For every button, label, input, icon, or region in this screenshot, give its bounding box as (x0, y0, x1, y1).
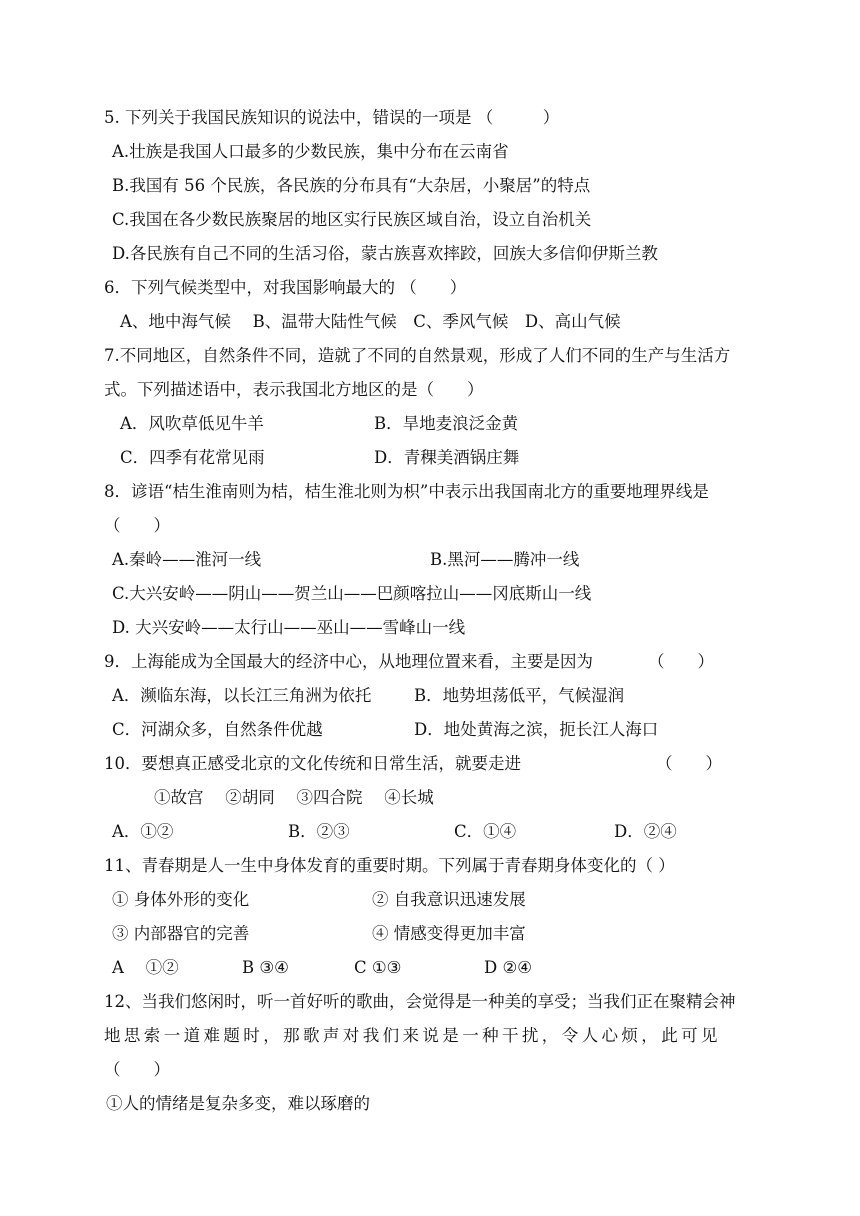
q10-stem: 10．要想真正感受北京的文化传统和日常生活，就要走进 (104, 754, 521, 773)
q9-bracket: （ ） (648, 652, 714, 671)
q7-option-d: D．青稞美酒锅庄舞 (374, 448, 520, 467)
q8-option-d: D. 大兴安岭——太行山——巫山——雪峰山一线 (112, 618, 466, 637)
q8-option-c: C.大兴安岭——阴山——贺兰山——巴颜喀拉山——冈底斯山一线 (112, 584, 592, 603)
q11-option-d: D ②④ (484, 958, 533, 977)
q7-option-b: B．旱地麦浪泛金黄 (374, 414, 519, 433)
q8-stem-line1: 8．谚语“桔生淮南则为桔，桔生淮北则为枳”中表示出我国南北方的重要地理界线是 (104, 482, 709, 501)
q5-stem: 5. 下列关于我国民族知识的说法中，错误的一项是 （ ） (104, 108, 560, 127)
q7-stem-line2: 式。下列描述语中，表示我国北方地区的是（ ） (104, 380, 484, 399)
q9-option-b: B．地势坦荡低平，气候湿润 (414, 686, 625, 705)
q5-option-d: D.各民族有自己不同的生活习俗，蒙古族喜欢摔跤，回族大多信仰伊斯兰教 (112, 244, 658, 263)
q7-option-c: C．四季有花常见雨 (120, 448, 265, 467)
q8-stem-line2: （ ） (104, 516, 170, 535)
q7-stem-line1: 7.不同地区，自然条件不同，造就了不同的自然景观，形成了人们不同的生产与生活方 (104, 346, 731, 365)
q10-option-b: B．②③ (288, 822, 350, 841)
q12-stem-line1: 12、当我们悠闲时，听一首好听的歌曲，会觉得是一种美的享受；当我们正在聚精会神 (104, 992, 736, 1011)
q11-item-1: ① 身体外形的变化 (112, 890, 250, 909)
q9-option-a: A．濒临东海，以长江三角洲为依托 (112, 686, 372, 705)
q8-option-b: B.黑河——腾冲一线 (430, 550, 580, 569)
q6-stem: 6．下列气候类型中，对我国影响最大的 （ ） (104, 278, 467, 297)
q11-item-3: ③ 内部器官的完善 (112, 924, 250, 943)
q9-stem: 9．上海能成为全国最大的经济中心，从地理位置来看，主要是因为 (104, 652, 593, 671)
q9-option-d: D．地处黄海之滨，扼长江人海口 (414, 720, 659, 739)
q11-stem: 11、青春期是人一生中身体发育的重要时期。下列属于青春期身体变化的（ ） (104, 856, 675, 875)
q10-option-c: C．①④ (454, 822, 517, 841)
q11-option-b: B ③④ (242, 958, 289, 977)
q11-item-2: ② 自我意识迅速发展 (372, 890, 526, 909)
q9-option-c: C．河湖众多，自然条件优越 (112, 720, 323, 739)
q10-option-d: D．②④ (614, 822, 677, 841)
q12-stem-line2: 地思索一道难题时，那歌声对我们来说是一种干扰，令人心烦，此可见 (104, 1026, 721, 1045)
q8-option-a: A.秦岭——淮河一线 (112, 550, 262, 569)
q7-option-a: A．风吹草低见牛羊 (120, 414, 264, 433)
q6-options: A、地中海气候 B、温带大陆性气候 C、季风气候 D、高山气候 (120, 312, 621, 331)
q11-option-a: A ①② (112, 958, 179, 977)
q10-items: ①故宫 ②胡同 ③四合院 ④长城 (154, 788, 434, 807)
q11-item-4: ④ 情感变得更加丰富 (372, 924, 526, 943)
q10-option-a: A．①② (112, 822, 174, 841)
q12-stem-line3: （ ） (104, 1060, 170, 1079)
q5-option-b: B.我国有 56 个民族，各民族的分布具有“大杂居，小聚居”的特点 (112, 176, 591, 195)
q10-bracket: （ ） (656, 754, 722, 773)
q5-option-a: A.壮族是我国人口最多的少数民族，集中分布在云南省 (112, 142, 509, 161)
q5-option-c: C.我国在各少数民族聚居的地区实行民族区域自治，设立自治机关 (112, 210, 592, 229)
q12-item-1: ①人的情绪是复杂多变，难以琢磨的 (106, 1094, 370, 1113)
q11-option-c: C ①③ (354, 958, 402, 977)
